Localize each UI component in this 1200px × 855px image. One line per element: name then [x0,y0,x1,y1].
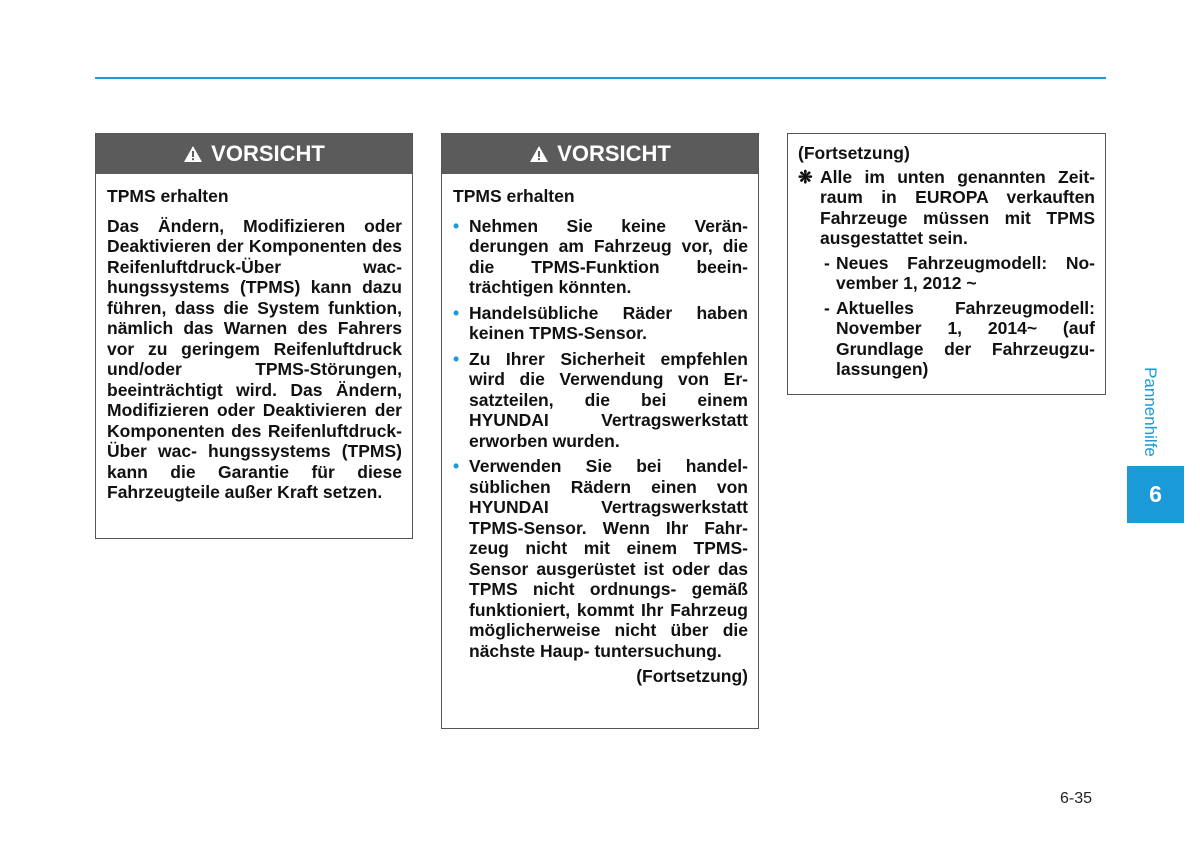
section-label [1140,358,1160,466]
warning-triangle-icon [529,145,549,163]
list-item [453,216,748,298]
top-rule [95,77,1106,79]
bullet-text: Zu Ihrer Sicherheit empfehlen wird die Verwendung von Er- satzteilen, die bei einem HYUNDAI Vertragswerkstatt erworben wurden. [469,348,748,451]
caution-paragraph: Das Ändern, Modifizieren oder Deaktivieren der Komponenten des Reifenluftdruck-Über wac- hungssystems (TPMS) kann dazu führen, dass die System funktion, nämlich das Warnen des Fahrers vor zu geringem Reifenluftdruck und/oder TPMS-Störungen, beeinträchtigt wird. Das Ändern, Modifizieren oder Deaktivieren der Komponenten des Reifenluftdruck-Über wac- hungssystems (TPMS) kann die Garantie für diese Fahrzeugteile außer Kraft setzen. [107,215,402,502]
caution-title: VORSICHT [211,141,325,166]
chapter-tab [1127,466,1184,523]
dash-icon: - [824,297,830,318]
caution-title: VORSICHT [557,141,671,166]
bullet-dot-icon: • [453,456,460,476]
bullet-text: Nehmen Sie keine Verän- derungen am Fahrzeug vor, die die TPMS-Funktion beein- trächtigen könnten. [469,215,748,297]
bullet-text: Handelsübliche Räder haben keinen TPMS-Sensor. [469,302,748,343]
bullet-dot-icon: • [453,302,460,323]
list-item [453,456,748,661]
caution-header [96,134,412,174]
continuation-label: (Fortsetzung) [636,666,748,686]
dash-icon: - [824,252,830,273]
bullet-text: Verwenden Sie bei handel- süblichen Rädern einen von HYUNDAI Vertragswerkstatt TPMS-Sensor. Wenn Ihr Fahr- zeug nicht mit einem TPMS-Sensor ausgerüstet ist oder das TPMS nicht ordnungs- gemäß funktioniert, kommt Ihr Fahrzeug möglicherweise nicht über die nächste Haup- tuntersuchung. [469,456,748,661]
caution-header [442,134,758,174]
bullet-dot-icon: • [453,215,460,236]
section-label-text: Pannenhilfe [1141,367,1160,457]
note-heading: (Fortsetzung) [798,143,910,163]
asterisk-icon: ❋ [798,166,813,187]
caution-subtitle: TPMS erhalten [107,186,229,206]
chapter-number: 6 [1149,481,1162,507]
bullet-dot-icon: • [453,348,460,369]
page-number: 6-35 [1060,790,1093,807]
list-item [798,253,1095,294]
list-item-text: Aktuelles Fahrzeugmodell: November 1, 2014~ (auf Grundlage der Fahrzeugzu- lassungen) [836,297,1095,379]
caution-box-left [95,133,413,539]
list-item [798,298,1095,380]
warning-triangle-icon [183,145,203,163]
caution-box-middle [441,133,759,729]
note-box-right [787,133,1106,395]
list-item-text: Neues Fahrzeugmodell: No- vember 1, 2012 ~ [836,252,1095,293]
note-statement-text: Alle im unten genannten Zeit- raum in EUROPA verkauften Fahrzeuge müssen mit TPMS ausgestattet sein. [820,166,1095,248]
list-item [453,349,748,452]
caution-subtitle: TPMS erhalten [453,186,575,206]
list-item [453,303,748,344]
caution-bullet-list [453,216,748,662]
note-statement [798,167,1095,249]
